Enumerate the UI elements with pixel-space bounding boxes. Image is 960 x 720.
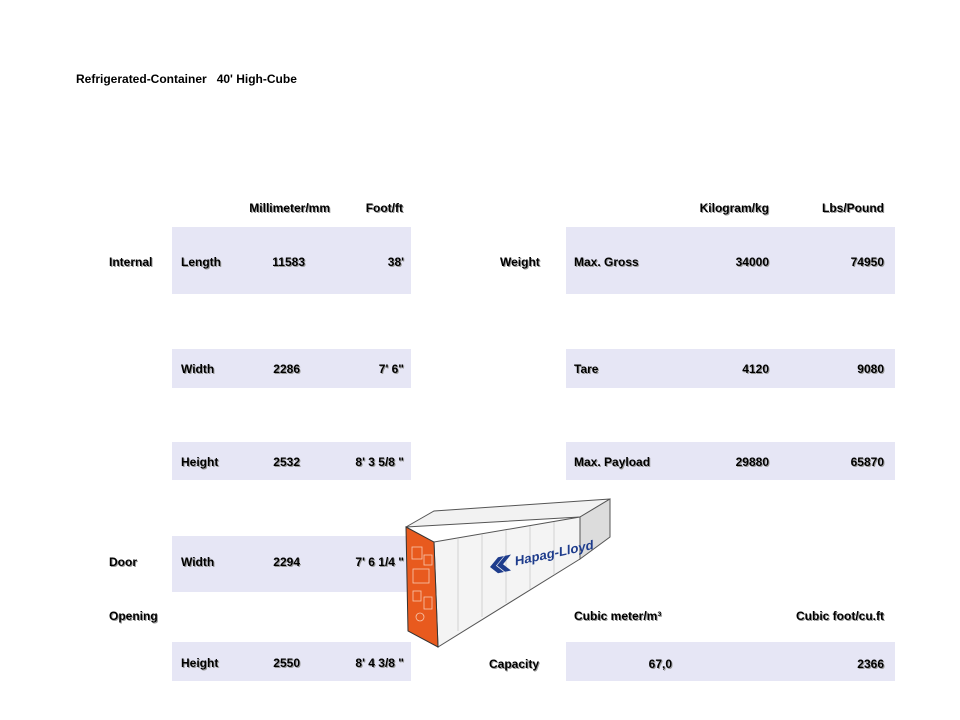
group-label-capacity: Capacity <box>489 657 540 671</box>
page-title: Refrigerated-Container 40' High-Cube <box>76 72 297 86</box>
max-payload-lbs-value: 65870 <box>850 455 884 469</box>
group-label-internal: Internal <box>109 255 153 269</box>
group-label-weight: Weight <box>500 255 540 269</box>
header-foot: Foot/ft <box>365 201 403 215</box>
group-label-opening: Opening <box>109 609 158 623</box>
capacity-m3-value: 67,0 <box>648 657 672 671</box>
max-payload-kg-value: 29880 <box>735 455 769 469</box>
height-mm-value: 2532 <box>273 455 300 469</box>
door-width-ft-value: 7' 6 1/4 " <box>355 555 404 569</box>
max-gross-lbs-value: 74950 <box>850 255 884 269</box>
group-label-door: Door <box>109 555 137 569</box>
door-row-label-height: Height <box>181 656 219 670</box>
width-mm-value: 2286 <box>273 362 300 376</box>
door-row-label-width: Width <box>181 555 215 569</box>
header-cubic-foot: Cubic foot/cu.ft <box>796 609 884 623</box>
weight-label-max-payload: Max. Payload <box>574 455 651 469</box>
capacity-cuft-value: 2366 <box>857 657 884 671</box>
tare-kg-value: 4120 <box>742 362 769 376</box>
row-label-width: Width <box>181 362 215 376</box>
weight-tare-row-band <box>566 349 895 388</box>
max-gross-kg-value: 34000 <box>735 255 769 269</box>
row-label-length: Length <box>181 255 221 269</box>
row-label-height: Height <box>181 455 219 469</box>
door-height-ft-value: 8' 4 3/8 " <box>355 656 404 670</box>
container-illustration <box>398 497 618 662</box>
length-mm-value: 11583 <box>272 255 305 269</box>
weight-label-max-gross: Max. Gross <box>574 255 639 269</box>
width-ft-value: 7' 6" <box>378 362 404 376</box>
brand-text: Hapag-Lloyd <box>515 537 594 569</box>
height-ft-value: 8' 3 5/8 " <box>355 455 404 469</box>
header-millimeter: Millimeter/mm <box>249 201 330 215</box>
length-ft-value: 38' <box>387 255 404 269</box>
header-lbs: Lbs/Pound <box>822 201 884 215</box>
weight-label-tare: Tare <box>574 362 599 376</box>
door-height-mm-value: 2550 <box>273 656 300 670</box>
door-width-mm-value: 2294 <box>273 555 300 569</box>
header-kilogram: Kilogram/kg <box>699 201 769 215</box>
reefer-door-panel <box>406 527 438 647</box>
header-cubic-meter: Cubic meter/m³ <box>574 609 662 623</box>
tare-lbs-value: 9080 <box>857 362 884 376</box>
